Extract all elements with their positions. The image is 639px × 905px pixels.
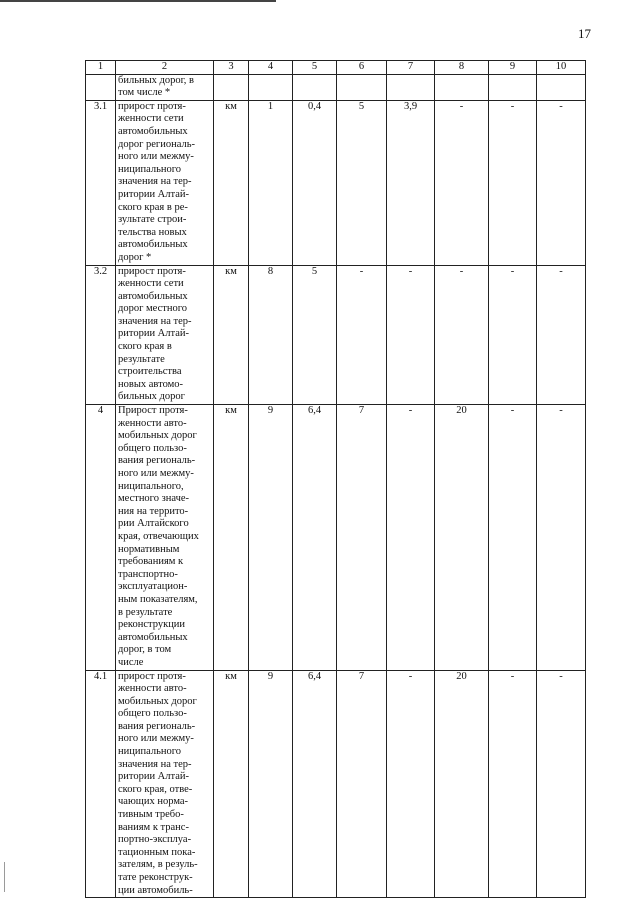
description-line: тационным пока- <box>118 846 196 858</box>
data-table <box>85 60 586 898</box>
description-line: мобильных дорог <box>118 695 197 707</box>
unit-cell <box>214 74 249 100</box>
description-line: дорог, в том <box>118 644 172 656</box>
unit-cell: км <box>214 670 249 898</box>
value-cell: 6,4 <box>293 405 337 670</box>
value-cell: - <box>537 405 586 670</box>
value-cell <box>435 74 489 100</box>
header-cell: 2 <box>116 61 214 75</box>
row-number: 3.2 <box>86 265 116 405</box>
value-cell: 20 <box>435 670 489 898</box>
description-line: женности авто- <box>118 683 187 695</box>
description-line: том числе * <box>118 87 171 99</box>
header-cell: 5 <box>293 61 337 75</box>
row-number: 4 <box>86 405 116 670</box>
description-line: строительства <box>118 366 182 378</box>
description-line: края, отвечающих <box>118 530 199 542</box>
description-line: рии Алтайского <box>118 518 189 530</box>
description-line: дорог * <box>118 251 152 263</box>
value-cell: 5 <box>337 100 387 265</box>
indicator-description <box>116 670 214 898</box>
description-line: тате реконструк- <box>118 872 193 883</box>
table-row <box>86 405 586 670</box>
description-line: ния на террито- <box>118 505 189 517</box>
description-line: значения на тер- <box>118 315 192 327</box>
value-cell: 1 <box>249 100 293 265</box>
table-body <box>86 61 586 898</box>
description-line: ского края, отве- <box>118 783 193 795</box>
description-line: ного или межму- <box>118 151 194 163</box>
value-cell: 20 <box>435 405 489 670</box>
description-line: эксплуатацион- <box>118 581 188 593</box>
top-rule <box>0 0 276 2</box>
value-cell: - <box>387 670 435 898</box>
indicator-description <box>116 405 214 670</box>
description-line: ниципального <box>118 163 182 175</box>
description-line: реконструкции <box>118 619 186 631</box>
value-cell <box>249 74 293 100</box>
header-cell: 10 <box>537 61 586 75</box>
value-cell: 9 <box>249 670 293 898</box>
table-row <box>86 74 586 100</box>
description-line: ского края в <box>118 341 172 353</box>
unit-cell: км <box>214 405 249 670</box>
description-line: зультате строи- <box>118 214 187 226</box>
description-line: ниципального <box>118 746 182 758</box>
description-line: прирост протя- <box>118 100 186 112</box>
description-line: бильных дорог <box>118 391 185 403</box>
value-cell: - <box>537 100 586 265</box>
table-row <box>86 100 586 265</box>
value-cell: - <box>387 405 435 670</box>
header-cell: 6 <box>337 61 387 75</box>
description-line: значения на тер- <box>118 758 192 770</box>
description-line: ского края в ре- <box>118 201 188 213</box>
description-line: ного или межму- <box>118 733 194 745</box>
value-cell: 5 <box>293 265 337 405</box>
value-cell: - <box>489 265 537 405</box>
description-line: ритории Алтай- <box>118 771 189 783</box>
value-cell: - <box>337 265 387 405</box>
header-cell: 4 <box>249 61 293 75</box>
row-number <box>86 74 116 100</box>
description-line: в результате <box>118 606 173 618</box>
description-line: значения на тер- <box>118 176 192 188</box>
description-line: ваниям к транс- <box>118 821 189 833</box>
header-cell: 8 <box>435 61 489 75</box>
description-line: бильных дорог, в <box>118 74 194 86</box>
value-cell <box>537 74 586 100</box>
description-line: вания региональ- <box>118 455 196 467</box>
description-line: автомобильных <box>118 125 188 137</box>
description-line: женности сети <box>118 113 184 125</box>
description-line: результате <box>118 353 165 365</box>
unit-cell: км <box>214 100 249 265</box>
table-header-row <box>86 61 586 75</box>
description-line: автомобильных <box>118 239 188 251</box>
value-cell: - <box>489 405 537 670</box>
table-row <box>86 265 586 405</box>
description-line: дорог региональ- <box>118 138 196 150</box>
description-line: транспортно- <box>118 568 178 580</box>
description-line: зателям, в резуль- <box>118 859 198 871</box>
row-number: 3.1 <box>86 100 116 265</box>
value-cell: 7 <box>337 405 387 670</box>
row-number: 4.1 <box>86 670 116 898</box>
table-row <box>86 670 586 898</box>
value-cell: - <box>489 670 537 898</box>
description-line: числе <box>118 656 144 668</box>
description-line: женности сети <box>118 278 184 290</box>
value-cell: - <box>537 265 586 405</box>
value-cell: - <box>435 265 489 405</box>
value-cell <box>387 74 435 100</box>
header-cell: 9 <box>489 61 537 75</box>
scan-mark <box>4 862 5 892</box>
description-line: женности авто- <box>118 417 187 429</box>
header-cell: 1 <box>86 61 116 75</box>
value-cell: - <box>537 670 586 898</box>
description-line: новых автомо- <box>118 378 184 390</box>
page-number: 17 <box>578 26 591 41</box>
description-line: вания региональ- <box>118 720 196 732</box>
unit-cell: км <box>214 265 249 405</box>
description-line: ции автомобиль- <box>118 884 193 896</box>
description-line: портно-эксплуа- <box>118 834 192 846</box>
value-cell: - <box>435 100 489 265</box>
value-cell: 7 <box>337 670 387 898</box>
description-line: ритории Алтай- <box>118 328 189 340</box>
header-cell: 7 <box>387 61 435 75</box>
value-cell <box>337 74 387 100</box>
indicator-description <box>116 265 214 405</box>
description-line: ритории Алтай- <box>118 188 189 200</box>
description-line: ным показателям, <box>118 593 198 605</box>
value-cell: - <box>387 265 435 405</box>
description-line: автомобильных <box>118 290 188 302</box>
description-line: мобильных дорог <box>118 430 197 442</box>
value-cell: 3,9 <box>387 100 435 265</box>
indicator-description <box>116 100 214 265</box>
value-cell: 6,4 <box>293 670 337 898</box>
description-line: Прирост протя- <box>118 405 188 417</box>
description-line: общего пользо- <box>118 708 187 720</box>
value-cell: 8 <box>249 265 293 405</box>
header-cell: 3 <box>214 61 249 75</box>
description-line: дорог местного <box>118 303 188 315</box>
value-cell <box>489 74 537 100</box>
description-line: нормативным <box>118 543 180 555</box>
description-line: чающих норма- <box>118 796 189 808</box>
indicator-description <box>116 74 214 100</box>
description-line: тивным требо- <box>118 809 184 821</box>
value-cell: 0,4 <box>293 100 337 265</box>
description-line: прирост протя- <box>118 265 186 277</box>
value-cell <box>293 74 337 100</box>
description-line: тельства новых <box>118 226 187 238</box>
description-line: ного или межму- <box>118 468 194 479</box>
description-line: требованиям к <box>118 556 184 568</box>
description-line: прирост протя- <box>118 670 186 682</box>
description-line: общего пользо- <box>118 442 187 454</box>
description-line: ниципального, <box>118 480 184 492</box>
description-line: автомобильных <box>118 631 188 643</box>
description-line: местного значе- <box>118 493 190 505</box>
value-cell: 9 <box>249 405 293 670</box>
value-cell: - <box>489 100 537 265</box>
